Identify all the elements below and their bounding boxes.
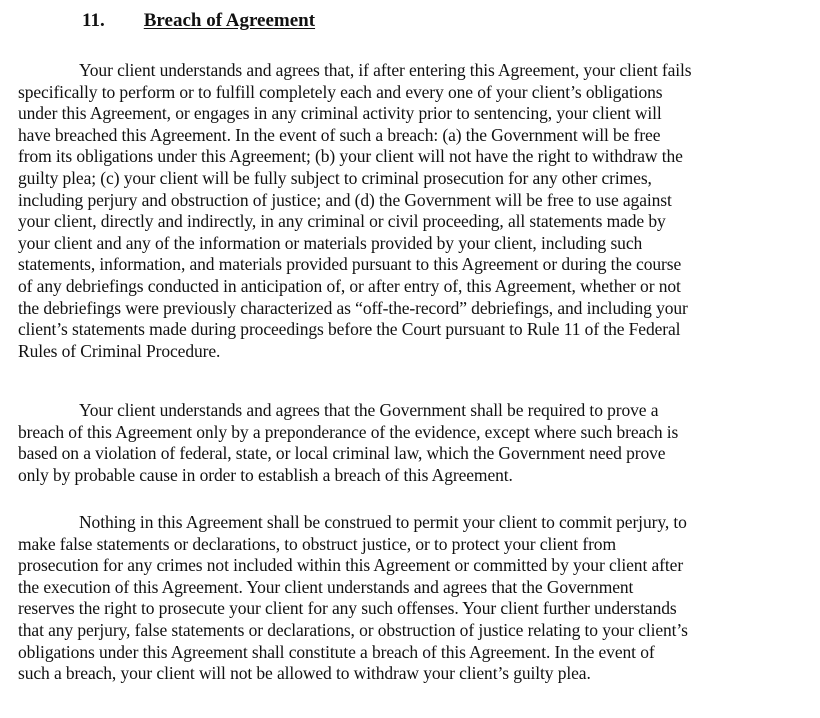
- paragraph-line: Rules of Criminal Procedure.: [18, 340, 221, 361]
- paragraph-line: the debriefings were previously characterized as “off-the-record” debriefings, and including your: [18, 297, 688, 318]
- paragraph-line: make false statements or declarations, to obstruct justice, or to protect your client from: [18, 533, 616, 554]
- paragraph-line: such a breach, your client will not be allowed to withdraw your client’s guilty plea.: [18, 663, 591, 684]
- paragraph-line: Your client understands and agrees that, if after entering this Agreement, your client fails: [79, 60, 692, 80]
- paragraph-line: prosecution for any crimes not included within this Agreement or committed by your client after: [18, 555, 684, 576]
- section-number: 11.: [82, 10, 105, 31]
- paragraph-burden-of-proof: [18, 400, 814, 486]
- paragraph-breach-consequences: [18, 60, 814, 362]
- paragraph-line: statements, information, and materials provided pursuant to this Agreement or during the course: [18, 254, 682, 275]
- paragraph-line: the execution of this Agreement. Your client understands and agrees that the Government: [18, 576, 634, 597]
- paragraph-line: including perjury and obstruction of justice; and (d) the Government will be free to use against: [18, 189, 672, 210]
- section-title: Breach of Agreement: [143, 10, 316, 31]
- paragraph-line: your client, directly and indirectly, in any criminal or civil proceeding, all statements made by: [18, 211, 666, 232]
- paragraph-line: only by probable cause in order to establish a breach of this Agreement.: [18, 464, 513, 485]
- paragraph-line: Nothing in this Agreement shall be construed to permit your client to commit perjury, to: [79, 512, 687, 532]
- paragraph-line: Your client understands and agrees that the Government shall be required to prove a: [79, 400, 659, 420]
- paragraph-line: of any debriefings conducted in anticipation of, or after entry of, this Agreement, whether or not: [18, 275, 681, 296]
- paragraph-line: breach of this Agreement only by a preponderance of the evidence, except where such breach is: [18, 421, 679, 442]
- paragraph-line: guilty plea; (c) your client will be fully subject to criminal prosecution for any other crimes,: [18, 167, 652, 188]
- paragraph-line: from its obligations under this Agreement; (b) your client will not have the right to withdraw the: [18, 146, 683, 167]
- paragraph-line: that any perjury, false statements or declarations, or obstruction of justice relating to your client’s: [18, 619, 688, 640]
- paragraph-no-perjury-permitted: [18, 512, 814, 685]
- paragraph-line: have breached this Agreement. In the event of such a breach: (a) the Government will be free: [18, 124, 661, 145]
- paragraph-line: your client and any of the information or materials provided by your client, including such: [18, 232, 643, 253]
- section-heading: [82, 9, 315, 33]
- paragraph-line: specifically to perform or to fulfill completely each and every one of your client’s obligations: [18, 81, 663, 102]
- paragraph-line: obligations under this Agreement shall constitute a breach of this Agreement. In the event of: [18, 641, 655, 662]
- paragraph-line: under this Agreement, or engages in any criminal activity prior to sentencing, your client will: [18, 103, 662, 124]
- paragraph-line: reserves the right to prosecute your client for any such offenses. Your client further understands: [18, 598, 677, 619]
- paragraph-line: based on a violation of federal, state, or local criminal law, which the Government need prove: [18, 443, 666, 464]
- paragraph-line: client’s statements made during proceedings before the Court pursuant to Rule 11 of the Federal: [18, 319, 681, 340]
